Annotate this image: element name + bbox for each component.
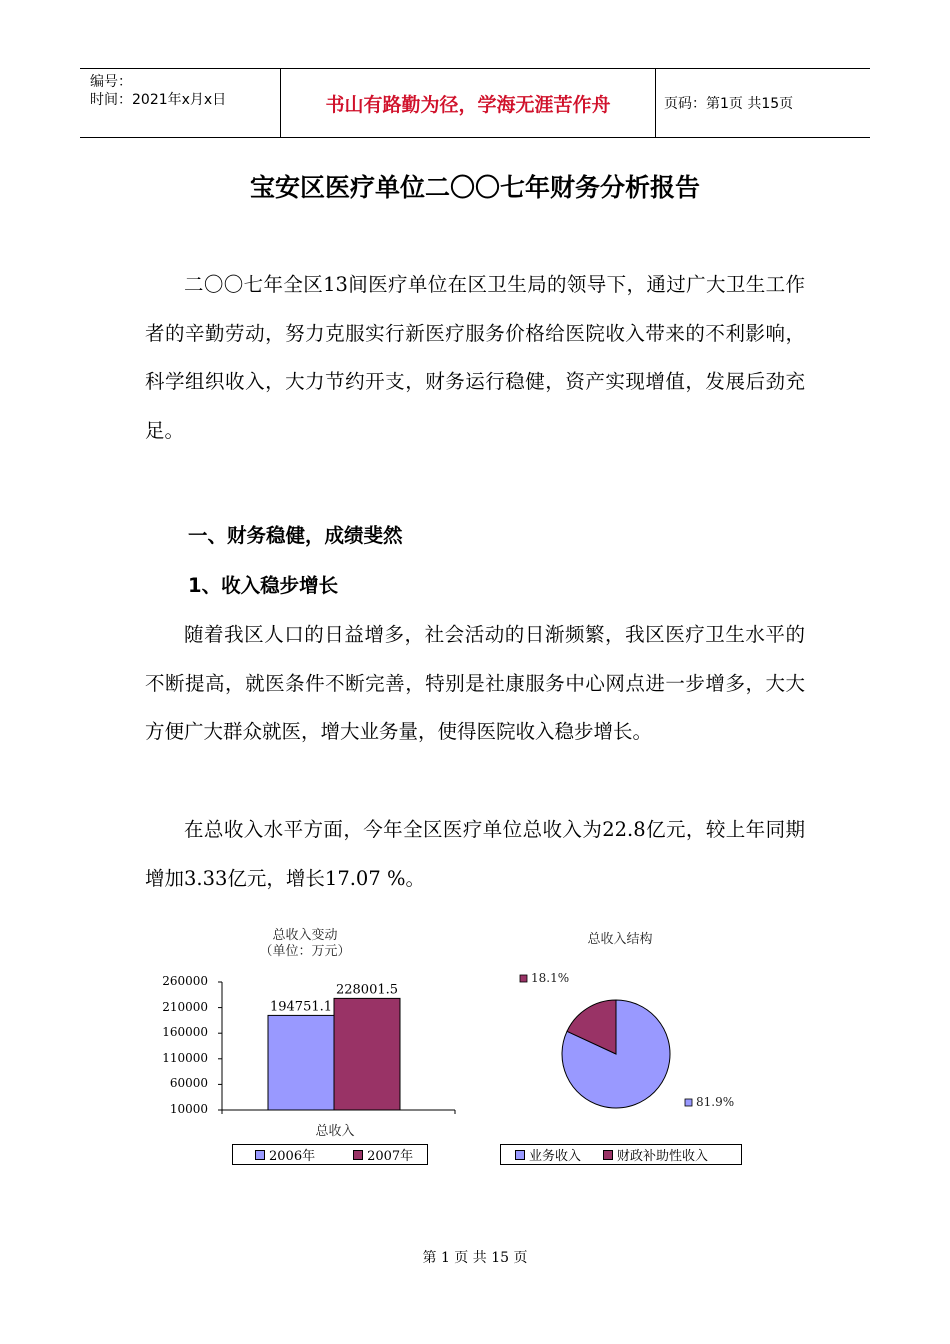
bar-chart-xlabel: 总收入 — [315, 1124, 355, 1139]
bar-data-label: 194751.1 — [269, 999, 333, 1015]
y-tick-label: 60000 — [169, 1076, 208, 1091]
legend-swatch-subsidy — [603, 1150, 613, 1160]
bar-chart-title: 总收入变动 — [272, 928, 338, 943]
page-footer: 第 1 页 共 15 页 — [422, 1250, 528, 1266]
intro-paragraph: 二〇〇七年全区13间医疗单位在区卫生局的领导下，通过广大卫生工作者的辛勤劳动，努力克服实行新医疗服务价格给医院收入带来的不利影响，科学组织收入，大力节约开支，财务运行稳健，资产实现增值，发展后劲充足。 — [145, 273, 805, 442]
y-tick-label: 260000 — [162, 974, 208, 988]
time-label: 时间：2021年x月x日 — [90, 92, 227, 108]
pie-label-swatch — [520, 975, 527, 982]
pie-chart-title: 总收入结构 — [587, 932, 653, 947]
pie-data-label: 81.9% — [696, 1095, 735, 1109]
body-paragraph-1: 随着我区人口的日益增多，社会活动的日渐频繁，我区医疗卫生水平的不断提高，就医条件不断完善，特别是社康服务中心网点进一步增多，大大方便广大群众就医，增大业务量，使得医院收入稳步增长。 — [145, 623, 805, 743]
legend-label-business: 业务收入 — [529, 1149, 582, 1164]
document-title: 宝安区医疗单位二〇〇七年财务分析报告 — [249, 173, 700, 202]
legend-swatch-business — [515, 1150, 525, 1160]
header-page-code: 页码：第1页 共15页 — [664, 96, 794, 112]
number-label: 编号： — [90, 74, 132, 90]
y-tick-label: 210000 — [162, 999, 208, 1014]
bar-data-label: 228001.5 — [335, 982, 399, 998]
pie-data-label: 18.1% — [531, 971, 570, 985]
y-tick-label: 10000 — [169, 1102, 208, 1116]
y-tick-label: 160000 — [162, 1025, 208, 1040]
section-heading: 一、财务稳健，成绩斐然 — [188, 524, 403, 547]
legend-label-2007: 2007年 — [367, 1149, 414, 1164]
y-tick-label: 110000 — [162, 1050, 208, 1065]
subsection-heading: 1、收入稳步增长 — [188, 574, 339, 597]
bar-chart-subtitle: （单位：万元） — [259, 944, 351, 959]
header-motto: 书山有路勤为径，学海无涯苦作舟 — [280, 69, 656, 137]
pie-chart-legend — [500, 1144, 742, 1165]
pie-label-swatch — [685, 1099, 692, 1106]
legend-label-subsidy: 财政补助性收入 — [617, 1149, 709, 1164]
legend-label-2006: 2006年 — [269, 1149, 316, 1164]
body-paragraph-2: 在总收入水平方面，今年全区医疗单位总收入为22.8亿元，较上年同期增加3.33亿元，增长17.07 %。 — [145, 818, 805, 890]
